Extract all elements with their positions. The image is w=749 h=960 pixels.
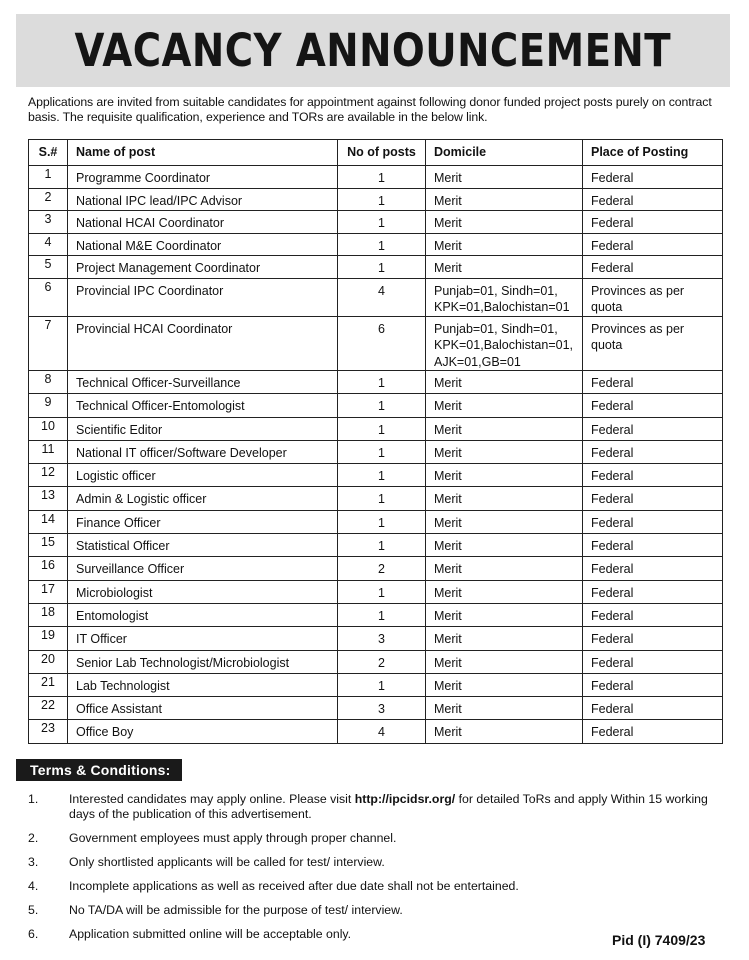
terms-list <box>28 792 728 951</box>
row-serial: 21 <box>29 673 68 696</box>
row-place-of-posting: Federal <box>583 394 723 417</box>
row-post-name: Entomologist <box>68 603 338 626</box>
row-domicile: Merit <box>426 603 583 626</box>
term-item <box>28 831 728 846</box>
row-serial: 10 <box>29 417 68 440</box>
row-domicile: Merit <box>426 233 583 256</box>
row-no-of-posts: 3 <box>338 697 426 720</box>
row-serial: 12 <box>29 464 68 487</box>
row-no-of-posts: 1 <box>338 188 426 211</box>
row-serial: 16 <box>29 557 68 580</box>
row-serial: 17 <box>29 580 68 603</box>
term-text-part: Interested candidates may apply online. Please visit <box>69 792 355 806</box>
row-no-of-posts: 3 <box>338 627 426 650</box>
row-post-name: Logistic officer <box>68 464 338 487</box>
table-row <box>29 233 723 256</box>
row-domicile: Merit <box>426 371 583 394</box>
row-post-name: Programme Coordinator <box>68 166 338 189</box>
table-row <box>29 211 723 234</box>
term-number: 5. <box>28 903 39 917</box>
table-body <box>29 166 723 744</box>
term-number: 4. <box>28 879 39 893</box>
row-post-name: National M&E Coordinator <box>68 233 338 256</box>
row-serial: 6 <box>29 278 68 316</box>
row-post-name: Technical Officer-Surveillance <box>68 371 338 394</box>
row-no-of-posts: 1 <box>338 534 426 557</box>
row-place-of-posting: Federal <box>583 557 723 580</box>
term-text-part: for detailed ToRs and apply Within 15 working days of the publication of this advertisement. <box>69 792 708 821</box>
row-domicile: Merit <box>426 487 583 510</box>
term-number: 6. <box>28 927 39 941</box>
row-post-name: IT Officer <box>68 627 338 650</box>
row-domicile: Punjab=01, Sindh=01, KPK=01,Balochistan=01, AJK=01,GB=01 <box>426 316 583 371</box>
row-domicile: Merit <box>426 650 583 673</box>
row-no-of-posts: 4 <box>338 278 426 316</box>
term-number: 1. <box>28 792 39 806</box>
row-post-name: Surveillance Officer <box>68 557 338 580</box>
row-no-of-posts: 1 <box>338 464 426 487</box>
table-row <box>29 510 723 533</box>
term-item <box>28 903 728 918</box>
row-domicile: Merit <box>426 464 583 487</box>
row-no-of-posts: 1 <box>338 673 426 696</box>
row-serial: 1 <box>29 166 68 189</box>
table-row <box>29 188 723 211</box>
row-post-name: National HCAI Coordinator <box>68 211 338 234</box>
row-place-of-posting: Federal <box>583 464 723 487</box>
row-serial: 4 <box>29 233 68 256</box>
table-row <box>29 580 723 603</box>
row-post-name: Senior Lab Technologist/Microbiologist <box>68 650 338 673</box>
row-post-name: Provincial IPC Coordinator <box>68 278 338 316</box>
row-place-of-posting: Federal <box>583 487 723 510</box>
table-row <box>29 650 723 673</box>
page-title: VACANCY ANNOUNCEMENT <box>74 24 672 77</box>
row-post-name: National IT officer/Software Developer <box>68 440 338 463</box>
term-text: Only shortlisted applicants will be called for test/ interview. <box>69 855 385 869</box>
row-domicile: Merit <box>426 417 583 440</box>
row-no-of-posts: 1 <box>338 211 426 234</box>
header-post-name: Name of post <box>68 140 338 166</box>
table-row <box>29 534 723 557</box>
row-no-of-posts: 1 <box>338 487 426 510</box>
term-number: 2. <box>28 831 39 845</box>
row-post-name: Scientific Editor <box>68 417 338 440</box>
row-no-of-posts: 1 <box>338 371 426 394</box>
title-banner <box>16 14 730 87</box>
row-post-name: National IPC lead/IPC Advisor <box>68 188 338 211</box>
row-post-name: Finance Officer <box>68 510 338 533</box>
table-row <box>29 394 723 417</box>
row-no-of-posts: 1 <box>338 233 426 256</box>
row-place-of-posting: Federal <box>583 603 723 626</box>
table-row <box>29 371 723 394</box>
term-item <box>28 855 728 870</box>
row-serial: 22 <box>29 697 68 720</box>
term-text: Government employees must apply through proper channel. <box>69 831 397 845</box>
term-item <box>28 879 728 894</box>
term-text: No TA/DA will be admissible for the purpose of test/ interview. <box>69 903 403 917</box>
row-serial: 3 <box>29 211 68 234</box>
table-row <box>29 256 723 279</box>
row-serial: 11 <box>29 440 68 463</box>
term-text <box>69 792 728 822</box>
row-domicile: Merit <box>426 580 583 603</box>
row-domicile: Punjab=01, Sindh=01, KPK=01,Balochistan=01 <box>426 278 583 316</box>
row-post-name: Statistical Officer <box>68 534 338 557</box>
row-no-of-posts: 1 <box>338 510 426 533</box>
row-domicile: Merit <box>426 673 583 696</box>
row-domicile: Merit <box>426 166 583 189</box>
row-domicile: Merit <box>426 188 583 211</box>
row-place-of-posting: Federal <box>583 627 723 650</box>
row-no-of-posts: 1 <box>338 166 426 189</box>
row-place-of-posting: Federal <box>583 720 723 743</box>
row-place-of-posting: Provinces as per quota <box>583 316 723 371</box>
row-post-name: Admin & Logistic officer <box>68 487 338 510</box>
row-place-of-posting: Federal <box>583 510 723 533</box>
row-post-name: Office Assistant <box>68 697 338 720</box>
row-place-of-posting: Federal <box>583 440 723 463</box>
row-no-of-posts: 1 <box>338 394 426 417</box>
header-domicile: Domicile <box>426 140 583 166</box>
row-place-of-posting: Federal <box>583 534 723 557</box>
row-serial: 8 <box>29 371 68 394</box>
row-serial: 5 <box>29 256 68 279</box>
row-domicile: Merit <box>426 557 583 580</box>
row-domicile: Merit <box>426 510 583 533</box>
row-serial: 18 <box>29 603 68 626</box>
table-row <box>29 627 723 650</box>
row-domicile: Merit <box>426 211 583 234</box>
row-no-of-posts: 1 <box>338 417 426 440</box>
header-serial: S.# <box>29 140 68 166</box>
term-item <box>28 792 728 822</box>
row-post-name: Microbiologist <box>68 580 338 603</box>
row-place-of-posting: Federal <box>583 650 723 673</box>
terms-heading: Terms & Conditions: <box>16 759 182 781</box>
header-no-of-posts: No of posts <box>338 140 426 166</box>
pid-reference: Pid (I) 7409/23 <box>612 932 706 948</box>
row-domicile: Merit <box>426 720 583 743</box>
row-place-of-posting: Federal <box>583 697 723 720</box>
row-no-of-posts: 2 <box>338 650 426 673</box>
vacancy-table <box>28 139 723 744</box>
row-no-of-posts: 1 <box>338 580 426 603</box>
table-row <box>29 440 723 463</box>
row-place-of-posting: Federal <box>583 371 723 394</box>
row-serial: 19 <box>29 627 68 650</box>
row-no-of-posts: 1 <box>338 256 426 279</box>
row-no-of-posts: 4 <box>338 720 426 743</box>
row-serial: 2 <box>29 188 68 211</box>
row-serial: 23 <box>29 720 68 743</box>
row-place-of-posting: Federal <box>583 233 723 256</box>
row-post-name: Project Management Coordinator <box>68 256 338 279</box>
row-no-of-posts: 1 <box>338 440 426 463</box>
row-serial: 13 <box>29 487 68 510</box>
row-place-of-posting: Federal <box>583 188 723 211</box>
row-serial: 7 <box>29 316 68 371</box>
row-place-of-posting: Federal <box>583 673 723 696</box>
table-row <box>29 603 723 626</box>
intro-paragraph: Applications are invited from suitable candidates for appointment against following donor funded project posts purely on contract basis. The requisite qualification, experience and TORs are available in the below link. <box>28 95 712 124</box>
row-domicile: Merit <box>426 440 583 463</box>
apply-url-link[interactable]: http://ipcidsr.org/ <box>354 792 456 806</box>
table-row <box>29 464 723 487</box>
table-row <box>29 557 723 580</box>
row-serial: 20 <box>29 650 68 673</box>
row-post-name: Provincial HCAI Coordinator <box>68 316 338 371</box>
table-header-row <box>29 140 723 166</box>
table-row <box>29 720 723 743</box>
row-place-of-posting: Federal <box>583 211 723 234</box>
row-serial: 9 <box>29 394 68 417</box>
row-domicile: Merit <box>426 534 583 557</box>
row-domicile: Merit <box>426 256 583 279</box>
table-row <box>29 316 723 371</box>
row-domicile: Merit <box>426 697 583 720</box>
row-place-of-posting: Federal <box>583 256 723 279</box>
table-row <box>29 166 723 189</box>
table-row <box>29 697 723 720</box>
row-post-name: Technical Officer-Entomologist <box>68 394 338 417</box>
row-domicile: Merit <box>426 394 583 417</box>
row-no-of-posts: 6 <box>338 316 426 371</box>
row-place-of-posting: Federal <box>583 166 723 189</box>
term-text: Incomplete applications as well as received after due date shall not be entertained. <box>69 879 519 893</box>
row-serial: 15 <box>29 534 68 557</box>
row-post-name: Office Boy <box>68 720 338 743</box>
term-text: Application submitted online will be acceptable only. <box>69 927 352 941</box>
row-no-of-posts: 1 <box>338 603 426 626</box>
table-row <box>29 487 723 510</box>
header-place-of-posting: Place of Posting <box>583 140 723 166</box>
table-row <box>29 673 723 696</box>
table-row <box>29 417 723 440</box>
row-serial: 14 <box>29 510 68 533</box>
row-place-of-posting: Federal <box>583 580 723 603</box>
term-number: 3. <box>28 855 39 869</box>
row-place-of-posting: Provinces as per quota <box>583 278 723 316</box>
row-post-name: Lab Technologist <box>68 673 338 696</box>
row-place-of-posting: Federal <box>583 417 723 440</box>
row-domicile: Merit <box>426 627 583 650</box>
table-row <box>29 278 723 316</box>
row-no-of-posts: 2 <box>338 557 426 580</box>
